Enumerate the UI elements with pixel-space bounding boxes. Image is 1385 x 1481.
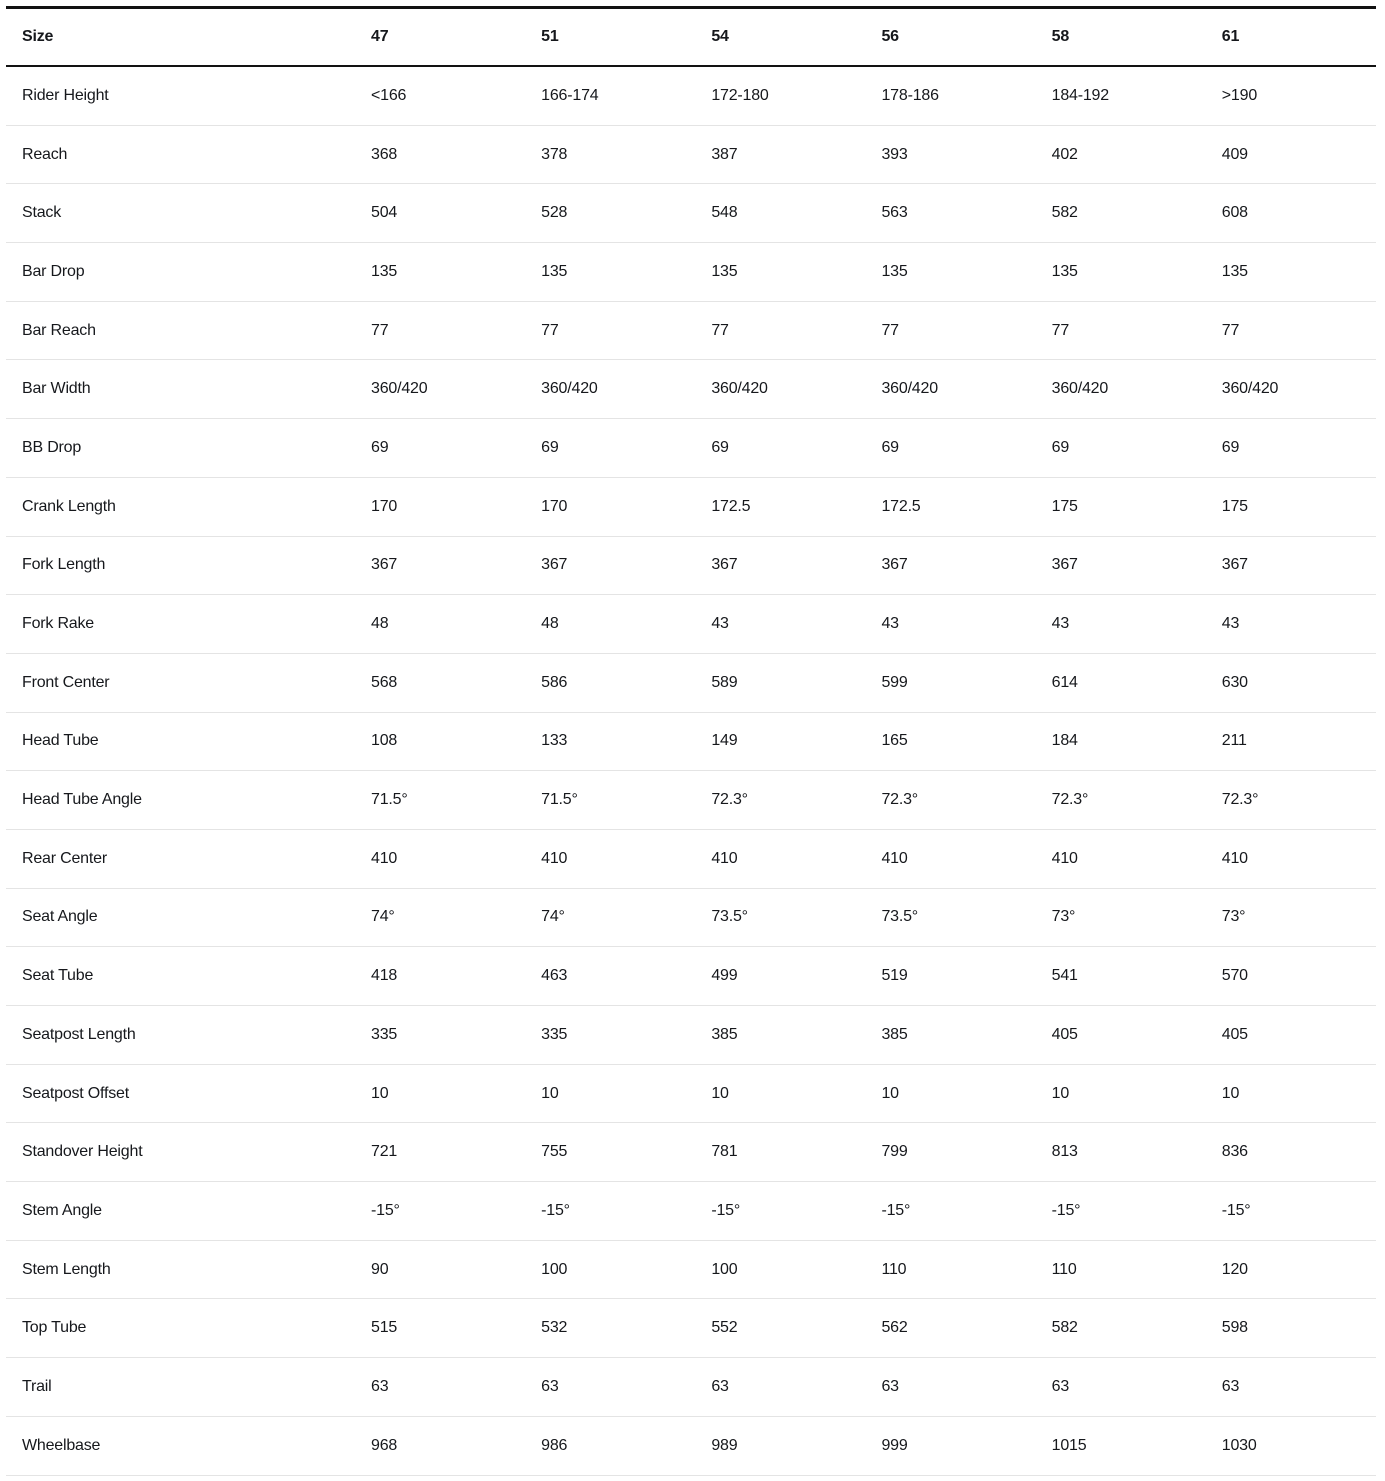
table-row [6,595,1376,654]
row-label: Stem Length [6,1240,355,1299]
cell-value: 582 [1036,184,1206,243]
cell-value: 360/420 [1036,360,1206,419]
cell-value: -15° [355,1182,525,1241]
geometry-table [6,6,1376,1476]
cell-value: 77 [525,301,695,360]
header-row [6,8,1376,67]
cell-value: 63 [865,1358,1035,1417]
table-row [6,184,1376,243]
cell-value: 335 [525,1006,695,1065]
cell-value: 999 [865,1416,1035,1475]
cell-value: 69 [865,419,1035,478]
table-row [6,888,1376,947]
cell-value: 410 [1036,829,1206,888]
cell-value: 10 [525,1064,695,1123]
row-label: Fork Rake [6,595,355,654]
size-column-header: 58 [1036,8,1206,67]
cell-value: 69 [1036,419,1206,478]
cell-value: 360/420 [695,360,865,419]
table-body [6,66,1376,1475]
cell-value: -15° [865,1182,1035,1241]
cell-value: 515 [355,1299,525,1358]
row-label: Reach [6,125,355,184]
cell-value: 499 [695,947,865,1006]
row-label: Wheelbase [6,1416,355,1475]
cell-value: 63 [695,1358,865,1417]
cell-value: 77 [1206,301,1376,360]
cell-value: 135 [1036,243,1206,302]
cell-value: -15° [1036,1182,1206,1241]
cell-value: 10 [355,1064,525,1123]
cell-value: 586 [525,653,695,712]
cell-value: 367 [695,536,865,595]
cell-value: 184-192 [1036,66,1206,125]
table-row [6,1299,1376,1358]
row-label: Stack [6,184,355,243]
cell-value: 410 [355,829,525,888]
cell-value: 71.5° [525,771,695,830]
cell-value: 721 [355,1123,525,1182]
cell-value: 43 [865,595,1035,654]
row-label: Fork Length [6,536,355,595]
row-label: Seatpost Offset [6,1064,355,1123]
cell-value: 409 [1206,125,1376,184]
cell-value: 360/420 [1206,360,1376,419]
table-row [6,1064,1376,1123]
cell-value: 149 [695,712,865,771]
cell-value: 71.5° [355,771,525,830]
cell-value: 43 [695,595,865,654]
row-label: Bar Reach [6,301,355,360]
cell-value: 211 [1206,712,1376,771]
cell-value: 589 [695,653,865,712]
cell-value: 799 [865,1123,1035,1182]
row-label: Top Tube [6,1299,355,1358]
cell-value: 552 [695,1299,865,1358]
cell-value: -15° [695,1182,865,1241]
table-row [6,1006,1376,1065]
cell-value: 172-180 [695,66,865,125]
cell-value: 100 [525,1240,695,1299]
cell-value: 72.3° [1206,771,1376,830]
table-row [6,1416,1376,1475]
size-column-header: 61 [1206,8,1376,67]
cell-value: 599 [865,653,1035,712]
cell-value: 405 [1036,1006,1206,1065]
cell-value: 108 [355,712,525,771]
cell-value: 410 [865,829,1035,888]
row-label: Trail [6,1358,355,1417]
cell-value: >190 [1206,66,1376,125]
cell-value: 563 [865,184,1035,243]
table-row [6,1358,1376,1417]
cell-value: 360/420 [525,360,695,419]
cell-value: 77 [355,301,525,360]
cell-value: <166 [355,66,525,125]
cell-value: 110 [865,1240,1035,1299]
table-row [6,947,1376,1006]
cell-value: 405 [1206,1006,1376,1065]
row-label: Standover Height [6,1123,355,1182]
cell-value: 170 [355,477,525,536]
cell-value: 10 [695,1064,865,1123]
cell-value: 135 [1206,243,1376,302]
table-row [6,1123,1376,1182]
cell-value: 110 [1036,1240,1206,1299]
row-label: Bar Drop [6,243,355,302]
row-label: Rider Height [6,66,355,125]
cell-value: 968 [355,1416,525,1475]
cell-value: 120 [1206,1240,1376,1299]
cell-value: 368 [355,125,525,184]
cell-value: 378 [525,125,695,184]
table-row [6,712,1376,771]
cell-value: 43 [1206,595,1376,654]
cell-value: 178-186 [865,66,1035,125]
table-row [6,360,1376,419]
cell-value: 135 [695,243,865,302]
cell-value: 410 [695,829,865,888]
cell-value: 69 [525,419,695,478]
size-column-header: 54 [695,8,865,67]
cell-value: 387 [695,125,865,184]
cell-value: 614 [1036,653,1206,712]
cell-value: 69 [695,419,865,478]
cell-value: 135 [865,243,1035,302]
cell-value: 335 [355,1006,525,1065]
cell-value: -15° [1206,1182,1376,1241]
table-row [6,125,1376,184]
cell-value: 175 [1206,477,1376,536]
cell-value: 74° [355,888,525,947]
cell-value: 90 [355,1240,525,1299]
cell-value: 170 [525,477,695,536]
table-row [6,771,1376,830]
cell-value: 367 [355,536,525,595]
cell-value: 135 [525,243,695,302]
cell-value: 755 [525,1123,695,1182]
table-row [6,66,1376,125]
cell-value: 135 [355,243,525,302]
row-label: Head Tube Angle [6,771,355,830]
cell-value: 367 [1206,536,1376,595]
cell-value: 360/420 [355,360,525,419]
cell-value: 72.3° [695,771,865,830]
cell-value: 184 [1036,712,1206,771]
cell-value: 1015 [1036,1416,1206,1475]
cell-value: -15° [525,1182,695,1241]
cell-value: 367 [525,536,695,595]
row-label: Crank Length [6,477,355,536]
cell-value: 385 [865,1006,1035,1065]
table-row [6,829,1376,888]
cell-value: 72.3° [1036,771,1206,830]
cell-value: 165 [865,712,1035,771]
cell-value: 10 [1206,1064,1376,1123]
size-header-label: Size [6,8,355,67]
cell-value: 63 [355,1358,525,1417]
cell-value: 393 [865,125,1035,184]
cell-value: 519 [865,947,1035,1006]
cell-value: 504 [355,184,525,243]
cell-value: 48 [355,595,525,654]
cell-value: 813 [1036,1123,1206,1182]
cell-value: 463 [525,947,695,1006]
size-column-header: 47 [355,8,525,67]
table-row [6,536,1376,595]
cell-value: 175 [1036,477,1206,536]
cell-value: 402 [1036,125,1206,184]
cell-value: 172.5 [865,477,1035,536]
row-label: Seatpost Length [6,1006,355,1065]
cell-value: 77 [695,301,865,360]
cell-value: 74° [525,888,695,947]
row-label: Front Center [6,653,355,712]
cell-value: 1030 [1206,1416,1376,1475]
cell-value: 548 [695,184,865,243]
cell-value: 73° [1036,888,1206,947]
cell-value: 541 [1036,947,1206,1006]
cell-value: 568 [355,653,525,712]
cell-value: 562 [865,1299,1035,1358]
cell-value: 608 [1206,184,1376,243]
table-row [6,1182,1376,1241]
table-row [6,243,1376,302]
table-row [6,477,1376,536]
cell-value: 77 [865,301,1035,360]
cell-value: 48 [525,595,695,654]
cell-value: 781 [695,1123,865,1182]
cell-value: 570 [1206,947,1376,1006]
row-label: Stem Angle [6,1182,355,1241]
cell-value: 77 [1036,301,1206,360]
row-label: Head Tube [6,712,355,771]
cell-value: 989 [695,1416,865,1475]
cell-value: 72.3° [865,771,1035,830]
cell-value: 63 [1036,1358,1206,1417]
cell-value: 532 [525,1299,695,1358]
cell-value: 63 [525,1358,695,1417]
cell-value: 410 [525,829,695,888]
size-column-header: 51 [525,8,695,67]
cell-value: 69 [355,419,525,478]
row-label: BB Drop [6,419,355,478]
cell-value: 10 [865,1064,1035,1123]
cell-value: 10 [1036,1064,1206,1123]
cell-value: 367 [865,536,1035,595]
cell-value: 367 [1036,536,1206,595]
cell-value: 528 [525,184,695,243]
cell-value: 73.5° [695,888,865,947]
cell-value: 100 [695,1240,865,1299]
cell-value: 418 [355,947,525,1006]
cell-value: 166-174 [525,66,695,125]
table-row [6,1240,1376,1299]
cell-value: 630 [1206,653,1376,712]
cell-value: 986 [525,1416,695,1475]
cell-value: 410 [1206,829,1376,888]
table-row [6,419,1376,478]
row-label: Rear Center [6,829,355,888]
table-row [6,301,1376,360]
cell-value: 63 [1206,1358,1376,1417]
cell-value: 385 [695,1006,865,1065]
cell-value: 73° [1206,888,1376,947]
cell-value: 172.5 [695,477,865,536]
cell-value: 133 [525,712,695,771]
cell-value: 69 [1206,419,1376,478]
cell-value: 582 [1036,1299,1206,1358]
cell-value: 73.5° [865,888,1035,947]
row-label: Bar Width [6,360,355,419]
cell-value: 360/420 [865,360,1035,419]
size-column-header: 56 [865,8,1035,67]
row-label: Seat Tube [6,947,355,1006]
cell-value: 43 [1036,595,1206,654]
row-label: Seat Angle [6,888,355,947]
cell-value: 836 [1206,1123,1376,1182]
cell-value: 598 [1206,1299,1376,1358]
table-row [6,653,1376,712]
